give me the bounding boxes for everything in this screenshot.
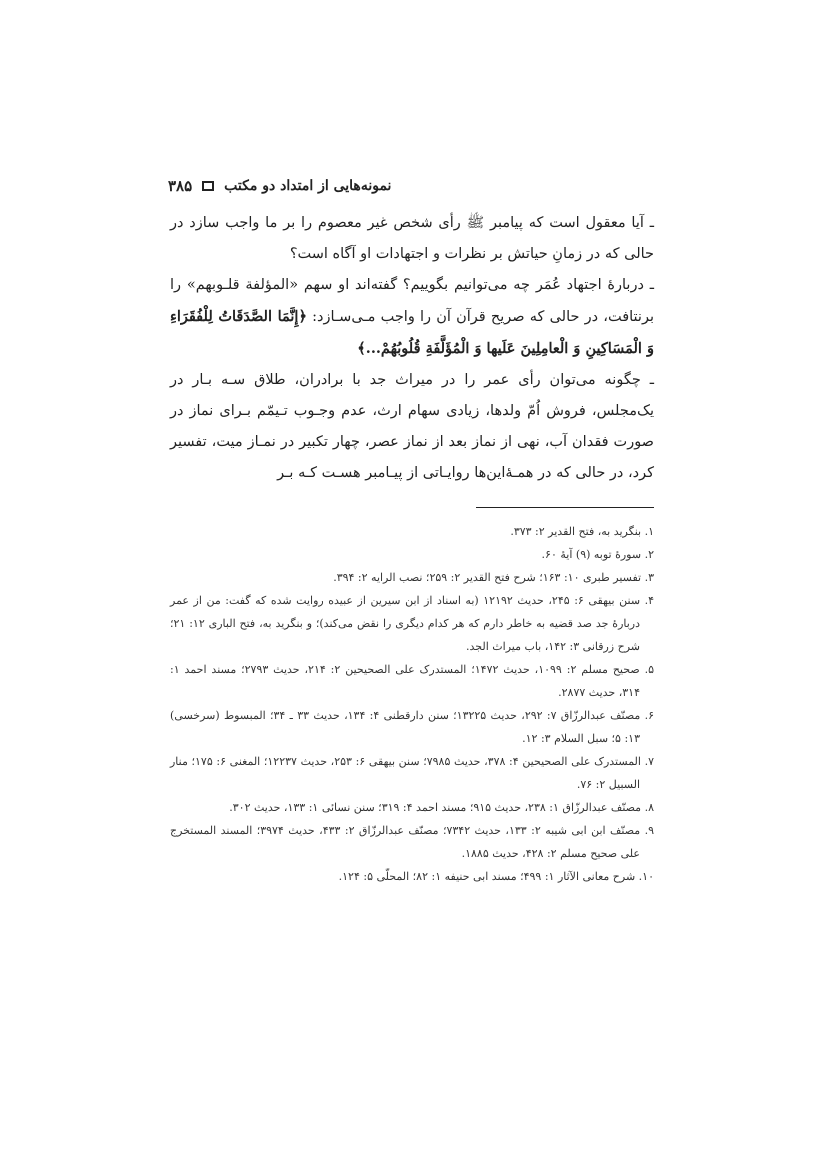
- quran-verse: ﴿إِنَّمَا الصَّدَقَاتُ لِلْفُقَرَاءِ وَ الْمَسَاكِينِ وَ الْعامِلِينَ عَلَيها وَ الْمُؤَلَّفَةِ قُلُوبُهُمْ...﴾: [170, 308, 654, 357]
- paragraph-3-text: ـ چگونه می‌توان رأی عمر را در میراث جد با برادران، طلاق سـه بـار در یک‌مجلس، فروش اُمّ ولدها، زیادی سهام ارث، عدم وجـوب تـیمّم بـرای نماز در صورت فقدان آب، نهی از نماز بعد از نماز عصر، چهار تکبیر در نمـاز میت، تفسیر کرد، در حالی که در همـهٔ‌این‌ها روایـاتی از پیـامبر هسـت کـه بـر: [170, 372, 654, 481]
- footnotes: [170, 520, 654, 888]
- footnote-divider: [476, 507, 654, 508]
- paragraph-3: [170, 365, 654, 489]
- square-icon: [202, 181, 214, 191]
- main-text: [170, 208, 654, 489]
- paragraph-2: [170, 270, 654, 365]
- footnote-5: ۵. صحیح مسلم ۲: ۱۰۹۹، حدیث ۱۴۷۲؛ المستدرک علی الصحیحین ۲: ۲۱۴، حدیث ۲۷۹۳؛ مسند احمد ۱: ۳۱۴، حدیث ۲۸۷۷.: [170, 663, 654, 699]
- footnote-6: ۶. مصنّف عبدالرزّاق ۷: ۲۹۲، حدیث ۱۳۲۲۵؛ سنن دارقطنی ۴: ۱۳۴، حدیث ۳۳ ـ ۳۴؛ المبسوط (سرخسی) ۱۳: ۵؛ سبل السلام ۳: ۱۲.: [170, 709, 655, 745]
- chapter-title: نمونه‌هایی از امتداد دو مکتب: [224, 178, 392, 194]
- footnote-1: ۱. بنگرید به، فتح القدیر ۲: ۳۷۳.: [510, 525, 654, 538]
- paragraph-1: [170, 208, 654, 270]
- footnote-10: ۱۰. شرح معانی الآثار ۱: ۴۹۹؛ مسند ابی حنیفه ۱: ۸۲؛ المحلّی ۵: ۱۲۴.: [338, 870, 654, 883]
- footnote-list: [170, 520, 654, 888]
- footnote-9: ۹. مصنّف ابن ابی شیبه ۲: ۱۳۳، حدیث ۷۳۴۲؛ مصنّف عبدالرزّاق ۲: ۴۳۳، حدیث ۳۹۷۴؛ المسند المستخرج علی صحیح مسلم ۲: ۴۲۸، حدیث ۱۸۸۵.: [170, 824, 655, 860]
- footnote-7: ۷. المستدرک علی الصحیحین ۴: ۳۷۸، حدیث ۷۹۸۵؛ سنن بیهقی ۶: ۲۵۳، حدیث ۱۲۲۳۷؛ المغنی ۶: ۱۷۵؛ منار السبیل ۲: ۷۶.: [170, 755, 655, 791]
- footnote-2: ۲. سورهٔ توبه (۹) آیهٔ ۶۰.: [541, 548, 654, 561]
- footnote-8: ۸. مصنّف عبدالرزّاق ۱: ۲۳۸، حدیث ۹۱۵؛ مسند احمد ۴: ۳۱۹؛ سنن نسائی ۱: ۱۳۳، حدیث ۳۰۲.: [229, 801, 654, 814]
- paragraph-2-text: ـ دربارهٔ اجتهاد عُمَر چه می‌توانیم بگوییم؟ گفته‌اند او سهم «المؤلفة قلـوبهم» را برنتافت، در حالی که صریح قرآن آن را واجب مـی‌سـازد:: [170, 277, 655, 325]
- footnote-3: ۳. تفسیر طبری ۱۰: ۱۶۳؛ شرح فتح القدیر ۲: ۲۵۹؛ نصب الرایه ۲: ۳۹۴.: [333, 571, 654, 584]
- paragraph-1-text: ـ آیا معقول است که پیامبر ﷺ رأی شخص غیر معصوم را بر ما واجب سازد در حالی که در زمانِ حیاتش بر نظرات و اجتهادات او آگاه است؟: [170, 215, 654, 262]
- page-number: ۳۸۵: [168, 177, 193, 195]
- footnote-4: ۴. سنن بیهقی ۶: ۲۴۵، حدیث ۱۲۱۹۲ (به اسناد از ابن سیرین از عبیده روایت شده که گفت: من از عمر دربارهٔ جد صد قضیه به خاطر دارم که هر کدام دیگری را نقض می‌کند)؛ و بنگرید به، فتح الباری ۱۲: ۲۱؛ شرح زرقانی ۳: ۱۴۲، باب میراث الجد.: [170, 594, 655, 653]
- running-header: [168, 172, 658, 200]
